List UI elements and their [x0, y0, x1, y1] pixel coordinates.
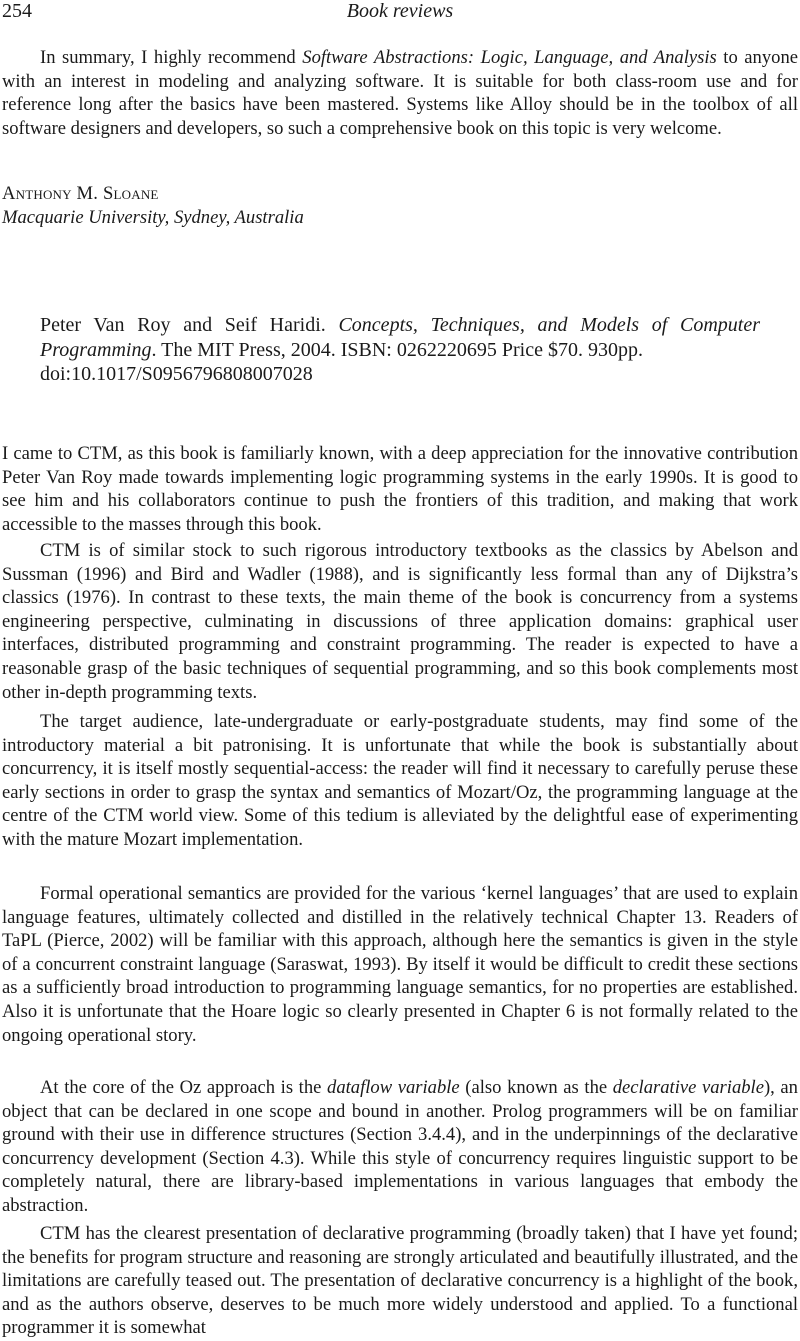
summary-paragraph: In summary, I highly recommend Software Abstractions: Logic, Language, and Analysis to anyone with an interest in modeling and analyzing software. It is suitable for both class-room use and for reference long after the basics have been mastered. Systems like Alloy should be in the toolbox of all software designers and developers, so such a comprehensive book on this topic is very welcome.: [2, 47, 798, 139]
review-paragraph-1: I came to CTM, as this book is familiarly known, with a deep appreciation for the innovative contribution Peter Van Roy made towards implementing logic programming systems in the early 1990s. It is good to see him and his collaborators continue to push the frontiers of this tradition, and making that work accessible to the masses through this book.: [2, 443, 798, 535]
running-head-title: Book reviews: [346, 0, 454, 22]
reviewer-affiliation: Macquarie University, Sydney, Australia: [2, 207, 304, 228]
review-paragraph-6: CTM has the clearest presentation of declarative programming (broadly taken) that I have yet found; the benefits for program structure and reasoning are strongly articulated and beautifully illustrated, and the limitations are carefully teased out. The presentation of declarative concurrency is a highlight of the book, and as the authors observe, deserves to be much more widely understood and applied. To a functional programmer it is somewhat: [2, 1223, 798, 1339]
book-details: . The MIT Press, 2004. ISBN: 0262220695 Price $70. 930pp.: [151, 338, 643, 361]
reviewer-block: [2, 182, 304, 230]
review-paragraph-2: CTM is of similar stock to such rigorous introductory textbooks as the classics by Abelson and Sussman (1996) and Bird and Wadler (1988), and is significantly less formal than any of Dijkstra’s classics (1976). In contrast to these texts, the main theme of the book is concurrency from a systems engineering perspective, culminating in discussions of three application domains: graphical user interfaces, distributed programming and constraint programming. The reader is expected to have a reasonable grasp of the basic techniques of sequential programming, and so this book complements most other in-depth programming texts.: [2, 540, 798, 703]
book-doi: doi:10.1017/S0956796808007028: [40, 363, 313, 385]
review-paragraph-5: At the core of the Oz approach is the dataflow variable (also known as the declarative variable), an object that can be declared in one scope and bound in another. Prolog programmers will be on familiar ground with their use in difference structures (Section 3.4.4), and in the underpinnings of the declarative concurrency development (Section 4.3). While this style of concurrency requires linguistic support to be completely natural, there are library-based implementations in various languages that embody the abstraction.: [2, 1077, 798, 1216]
book-title: Concepts, Techniques, and Models of Computer Programming: [40, 314, 761, 361]
review-paragraph-4: Formal operational semantics are provided for the various ‘kernel languages’ that are used to explain language features, ultimately collected and distilled in the relatively technical Chapter 13. Readers of TaPL (Pierce, 2002) will be familiar with this approach, although here the semantics is given in the style of a concurrent constraint language (Saraswat, 1993). By itself it would be difficult to credit these sections as a sufficiently broad introduction to programming language semantics, for no properties are established. Also it is unfortunate that the Hoare logic so clearly presented in Chapter 6 is not formally related to the ongoing operational story.: [2, 883, 798, 1046]
term-dataflow-variable: dataflow variable: [327, 1077, 460, 1098]
summary-book-title: Software Abstractions: Logic, Language, and Analysis: [302, 47, 717, 68]
book-authors: Peter Van Roy and Seif Haridi.: [40, 314, 326, 336]
running-head: [2, 0, 798, 22]
term-declarative-variable: declarative variable: [612, 1077, 764, 1098]
page-number: 254: [2, 0, 32, 22]
book-citation: [40, 313, 760, 387]
review-paragraph-3: The target audience, late-undergraduate or early-postgraduate students, may find some of the introductory material a bit patronising. It is unfortunate that while the book is substantially about concurrency, it is itself mostly sequential-access: the reader will find it necessary to carefully peruse these early sections in order to grasp the syntax and semantics of Mozart/Oz, the programming language at the centre of the CTM world view. Some of this tedium is alleviated by the delightful ease of experimenting with the mature Mozart implementation.: [2, 711, 798, 850]
reviewer-name: Anthony M. Sloane: [2, 183, 159, 204]
